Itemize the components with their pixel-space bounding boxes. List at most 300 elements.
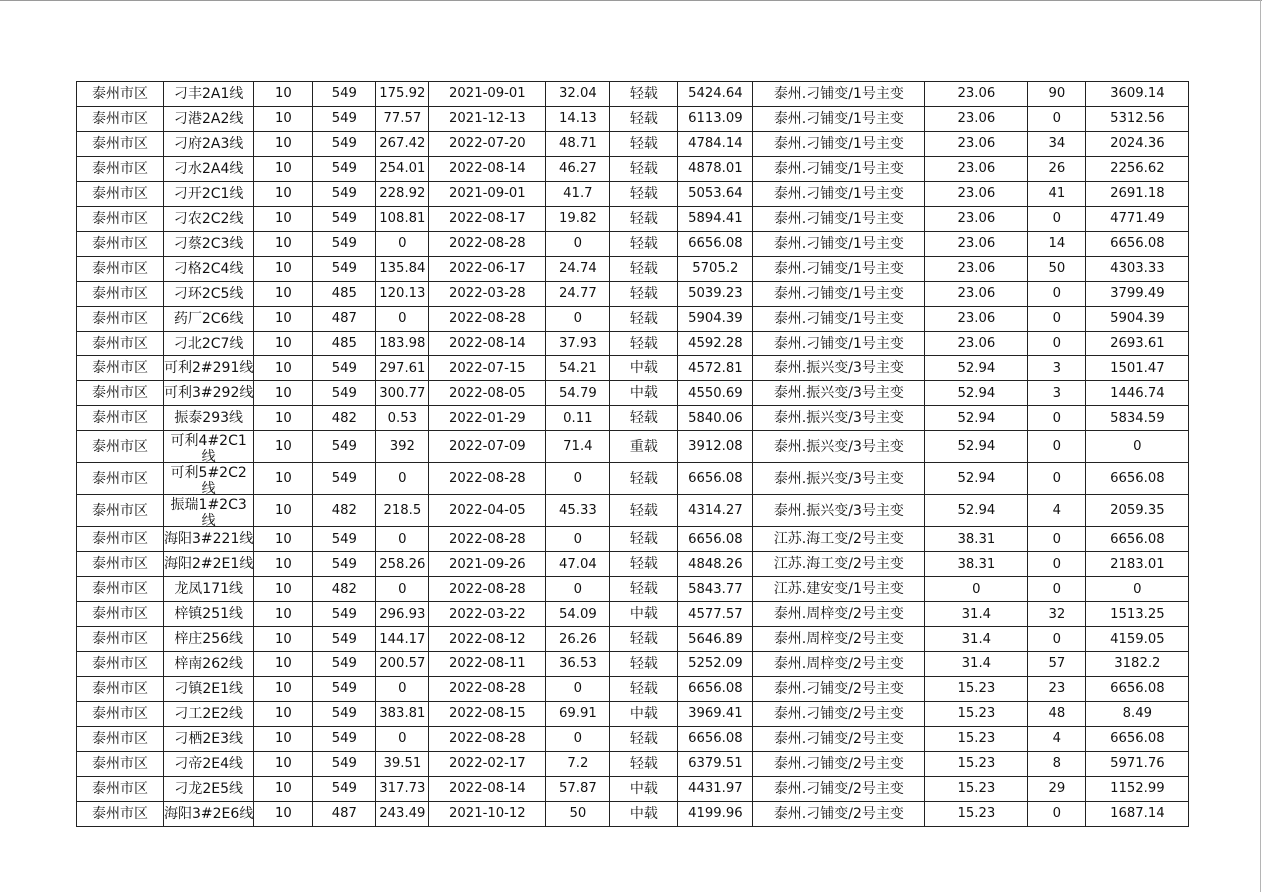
count-cell: 0	[1028, 431, 1086, 463]
count-cell: 8	[1028, 751, 1086, 776]
available-cell: 6656.08	[678, 527, 753, 552]
district-cell: 泰州市区	[77, 652, 164, 677]
date-cell: 2022-06-17	[429, 256, 546, 281]
capacity-cell: 549	[313, 206, 376, 231]
available-cell: 5646.89	[678, 627, 753, 652]
capacity-cell: 549	[313, 356, 376, 381]
transformer-rate-cell: 38.31	[925, 552, 1028, 577]
date-cell: 2022-08-14	[429, 156, 546, 181]
date-cell: 2022-08-17	[429, 206, 546, 231]
date-cell: 2022-07-20	[429, 131, 546, 156]
count-cell: 48	[1028, 702, 1086, 727]
load-level-cell: 轻载	[610, 306, 678, 331]
max-load-cell: 0	[376, 306, 429, 331]
capacity-cell: 549	[313, 431, 376, 463]
remaining-cell: 2693.61	[1086, 331, 1189, 356]
count-cell: 50	[1028, 256, 1086, 281]
available-cell: 4572.81	[678, 356, 753, 381]
voltage-cell: 10	[254, 306, 313, 331]
transformer-rate-cell: 52.94	[925, 431, 1028, 463]
table-row	[77, 256, 1189, 281]
load-level-cell: 轻载	[610, 627, 678, 652]
load-level-cell: 轻载	[610, 181, 678, 206]
available-cell: 4592.28	[678, 331, 753, 356]
count-cell: 0	[1028, 331, 1086, 356]
transformer-rate-cell: 52.94	[925, 463, 1028, 495]
max-load-cell: 254.01	[376, 156, 429, 181]
load-level-cell: 轻载	[610, 281, 678, 306]
transformer-rate-cell: 52.94	[925, 381, 1028, 406]
max-load-cell: 228.92	[376, 181, 429, 206]
max-load-cell: 258.26	[376, 552, 429, 577]
substation-cell: 泰州.刁铺变/2号主变	[753, 702, 925, 727]
substation-cell: 泰州.刁铺变/2号主变	[753, 801, 925, 826]
max-load-cell: 300.77	[376, 381, 429, 406]
voltage-cell: 10	[254, 406, 313, 431]
date-cell: 2021-09-01	[429, 181, 546, 206]
max-load-cell: 200.57	[376, 652, 429, 677]
substation-cell: 泰州.刁铺变/2号主变	[753, 677, 925, 702]
max-load-cell: 0	[376, 463, 429, 495]
substation-cell: 泰州.刁铺变/1号主变	[753, 206, 925, 231]
load-rate-cell: 7.2	[546, 751, 610, 776]
table-row	[77, 751, 1189, 776]
feeder-name-cell: 刁栖2E3线	[164, 726, 254, 751]
voltage-cell: 10	[254, 801, 313, 826]
load-level-cell: 轻载	[610, 495, 678, 527]
max-load-cell: 77.57	[376, 106, 429, 131]
district-cell: 泰州市区	[77, 463, 164, 495]
date-cell: 2022-07-15	[429, 356, 546, 381]
load-level-cell: 重载	[610, 431, 678, 463]
feeder-name-cell: 海阳3#221线	[164, 527, 254, 552]
load-level-cell: 轻载	[610, 82, 678, 107]
table-row	[77, 776, 1189, 801]
table-row	[77, 602, 1189, 627]
feeder-name-cell: 药厂2C6线	[164, 306, 254, 331]
load-rate-cell: 0.11	[546, 406, 610, 431]
district-cell: 泰州市区	[77, 702, 164, 727]
load-rate-cell: 36.53	[546, 652, 610, 677]
feeder-name-cell: 刁帝2E4线	[164, 751, 254, 776]
table-body	[77, 82, 1189, 827]
load-rate-cell: 54.09	[546, 602, 610, 627]
date-cell: 2022-08-28	[429, 577, 546, 602]
available-cell: 6113.09	[678, 106, 753, 131]
feeder-name-cell: 梓南262线	[164, 652, 254, 677]
feeder-name-cell	[164, 463, 254, 498]
available-cell: 4848.26	[678, 552, 753, 577]
load-rate-cell: 45.33	[546, 495, 610, 527]
max-load-cell: 144.17	[376, 627, 429, 652]
district-cell: 泰州市区	[77, 381, 164, 406]
substation-cell: 江苏.海工变/2号主变	[753, 527, 925, 552]
voltage-cell: 10	[254, 463, 313, 495]
available-cell: 5053.64	[678, 181, 753, 206]
table-row	[77, 281, 1189, 306]
date-cell: 2021-10-12	[429, 801, 546, 826]
count-cell: 4	[1028, 495, 1086, 527]
count-cell: 14	[1028, 231, 1086, 256]
capacity-cell: 482	[313, 577, 376, 602]
table-row	[77, 726, 1189, 751]
load-level-cell: 中载	[610, 602, 678, 627]
district-cell: 泰州市区	[77, 776, 164, 801]
substation-cell: 泰州.刁铺变/2号主变	[753, 776, 925, 801]
voltage-cell: 10	[254, 106, 313, 131]
count-cell: 0	[1028, 801, 1086, 826]
feeder-name-cell	[164, 495, 254, 530]
substation-cell: 泰州.振兴变/3号主变	[753, 406, 925, 431]
capacity-cell: 549	[313, 106, 376, 131]
table-row	[77, 431, 1189, 463]
table-row	[77, 106, 1189, 131]
feeder-name-cell: 龙凤171线	[164, 577, 254, 602]
feeder-name-cell	[164, 431, 254, 466]
count-cell: 0	[1028, 463, 1086, 495]
substation-cell: 泰州.振兴变/3号主变	[753, 495, 925, 527]
voltage-cell: 10	[254, 156, 313, 181]
feeder-name-cell: 刁镇2E1线	[164, 677, 254, 702]
district-cell: 泰州市区	[77, 256, 164, 281]
load-level-cell: 中载	[610, 381, 678, 406]
count-cell: 3	[1028, 356, 1086, 381]
capacity-cell: 549	[313, 256, 376, 281]
table-row	[77, 702, 1189, 727]
table-row	[77, 577, 1189, 602]
remaining-cell: 2059.35	[1086, 495, 1189, 527]
count-cell: 29	[1028, 776, 1086, 801]
count-cell: 0	[1028, 281, 1086, 306]
date-cell: 2022-08-14	[429, 776, 546, 801]
transformer-rate-cell: 0	[925, 577, 1028, 602]
load-rate-cell: 0	[546, 677, 610, 702]
page-top-border	[0, 0, 1262, 1]
district-cell: 泰州市区	[77, 331, 164, 356]
available-cell: 4878.01	[678, 156, 753, 181]
capacity-cell: 487	[313, 306, 376, 331]
date-cell: 2022-08-15	[429, 702, 546, 727]
transformer-rate-cell: 23.06	[925, 256, 1028, 281]
transformer-rate-cell: 23.06	[925, 82, 1028, 107]
load-level-cell: 轻载	[610, 106, 678, 131]
capacity-cell: 549	[313, 181, 376, 206]
capacity-cell: 549	[313, 552, 376, 577]
capacity-cell: 549	[313, 677, 376, 702]
district-cell: 泰州市区	[77, 206, 164, 231]
load-rate-cell: 46.27	[546, 156, 610, 181]
count-cell: 41	[1028, 181, 1086, 206]
max-load-cell: 296.93	[376, 602, 429, 627]
available-cell: 5904.39	[678, 306, 753, 331]
capacity-cell: 549	[313, 381, 376, 406]
voltage-cell: 10	[254, 527, 313, 552]
load-level-cell: 中载	[610, 776, 678, 801]
capacity-cell: 549	[313, 776, 376, 801]
load-level-cell: 轻载	[610, 231, 678, 256]
load-rate-cell: 41.7	[546, 181, 610, 206]
substation-cell: 泰州.刁铺变/1号主变	[753, 181, 925, 206]
date-cell: 2022-01-29	[429, 406, 546, 431]
load-rate-cell: 54.79	[546, 381, 610, 406]
date-cell: 2021-09-26	[429, 552, 546, 577]
voltage-cell: 10	[254, 602, 313, 627]
substation-cell: 泰州.刁铺变/1号主变	[753, 131, 925, 156]
load-level-cell: 轻载	[610, 726, 678, 751]
max-load-cell: 392	[376, 431, 429, 463]
voltage-cell: 10	[254, 552, 313, 577]
remaining-cell: 8.49	[1086, 702, 1189, 727]
load-level-cell: 中载	[610, 356, 678, 381]
feeder-name-text: 可利4#2C1线	[170, 433, 247, 466]
voltage-cell: 10	[254, 495, 313, 527]
feeder-name-cell: 刁府2A3线	[164, 131, 254, 156]
count-cell: 0	[1028, 527, 1086, 552]
max-load-cell: 218.5	[376, 495, 429, 527]
capacity-cell: 482	[313, 406, 376, 431]
district-cell: 泰州市区	[77, 726, 164, 751]
substation-cell: 泰州.振兴变/3号主变	[753, 356, 925, 381]
remaining-cell: 6656.08	[1086, 726, 1189, 751]
load-level-cell: 中载	[610, 801, 678, 826]
count-cell: 0	[1028, 577, 1086, 602]
count-cell: 0	[1028, 106, 1086, 131]
feeder-name-cell: 刁北2C7线	[164, 331, 254, 356]
district-cell: 泰州市区	[77, 131, 164, 156]
substation-cell: 泰州.刁铺变/1号主变	[753, 306, 925, 331]
load-rate-cell: 69.91	[546, 702, 610, 727]
table-row	[77, 463, 1189, 495]
feeder-name-text: 振瑞1#2C3线	[170, 497, 247, 530]
voltage-cell: 10	[254, 82, 313, 107]
district-cell: 泰州市区	[77, 495, 164, 527]
transformer-rate-cell: 15.23	[925, 801, 1028, 826]
table-row	[77, 527, 1189, 552]
load-rate-cell: 14.13	[546, 106, 610, 131]
count-cell: 0	[1028, 552, 1086, 577]
available-cell: 4577.57	[678, 602, 753, 627]
count-cell: 57	[1028, 652, 1086, 677]
table-row	[77, 652, 1189, 677]
feeder-name-cell: 海阳2#2E1线	[164, 552, 254, 577]
max-load-cell: 108.81	[376, 206, 429, 231]
table-row	[77, 677, 1189, 702]
remaining-cell: 2691.18	[1086, 181, 1189, 206]
available-cell: 4550.69	[678, 381, 753, 406]
substation-cell: 泰州.刁铺变/1号主变	[753, 331, 925, 356]
substation-cell: 泰州.刁铺变/1号主变	[753, 106, 925, 131]
remaining-cell: 2256.62	[1086, 156, 1189, 181]
available-cell: 3912.08	[678, 431, 753, 463]
date-cell: 2022-07-09	[429, 431, 546, 463]
available-cell: 6656.08	[678, 463, 753, 495]
voltage-cell: 10	[254, 356, 313, 381]
voltage-cell: 10	[254, 206, 313, 231]
load-rate-cell: 48.71	[546, 131, 610, 156]
feeder-name-cell: 振泰293线	[164, 406, 254, 431]
load-rate-cell: 0	[546, 527, 610, 552]
load-level-cell: 轻载	[610, 406, 678, 431]
capacity-cell: 549	[313, 131, 376, 156]
count-cell: 0	[1028, 306, 1086, 331]
table-row	[77, 495, 1189, 527]
remaining-cell: 4303.33	[1086, 256, 1189, 281]
capacity-cell: 485	[313, 331, 376, 356]
capacity-cell: 549	[313, 627, 376, 652]
feeder-name-cell: 刁丰2A1线	[164, 82, 254, 107]
district-cell: 泰州市区	[77, 627, 164, 652]
table-row	[77, 231, 1189, 256]
load-level-cell: 中载	[610, 702, 678, 727]
date-cell: 2021-12-13	[429, 106, 546, 131]
transformer-rate-cell: 31.4	[925, 652, 1028, 677]
district-cell: 泰州市区	[77, 801, 164, 826]
district-cell: 泰州市区	[77, 577, 164, 602]
transformer-rate-cell: 23.06	[925, 281, 1028, 306]
max-load-cell: 0	[376, 577, 429, 602]
district-cell: 泰州市区	[77, 677, 164, 702]
voltage-cell: 10	[254, 776, 313, 801]
capacity-cell: 549	[313, 527, 376, 552]
substation-cell: 泰州.刁铺变/1号主变	[753, 281, 925, 306]
remaining-cell: 1152.99	[1086, 776, 1189, 801]
table-row	[77, 356, 1189, 381]
district-cell: 泰州市区	[77, 181, 164, 206]
load-rate-cell: 19.82	[546, 206, 610, 231]
remaining-cell: 4159.05	[1086, 627, 1189, 652]
load-rate-cell: 0	[546, 726, 610, 751]
voltage-cell: 10	[254, 381, 313, 406]
transformer-rate-cell: 15.23	[925, 726, 1028, 751]
available-cell: 5894.41	[678, 206, 753, 231]
capacity-cell: 549	[313, 726, 376, 751]
available-cell: 6656.08	[678, 231, 753, 256]
load-rate-cell: 47.04	[546, 552, 610, 577]
remaining-cell: 2183.01	[1086, 552, 1189, 577]
date-cell: 2022-08-12	[429, 627, 546, 652]
voltage-cell: 10	[254, 331, 313, 356]
table-row	[77, 82, 1189, 107]
count-cell: 26	[1028, 156, 1086, 181]
transformer-rate-cell: 52.94	[925, 495, 1028, 527]
available-cell: 5705.2	[678, 256, 753, 281]
available-cell: 3969.41	[678, 702, 753, 727]
load-rate-cell: 32.04	[546, 82, 610, 107]
load-level-cell: 轻载	[610, 131, 678, 156]
max-load-cell: 0	[376, 677, 429, 702]
transformer-rate-cell: 23.06	[925, 331, 1028, 356]
max-load-cell: 297.61	[376, 356, 429, 381]
capacity-cell: 549	[313, 702, 376, 727]
substation-cell: 泰州.刁铺变/2号主变	[753, 751, 925, 776]
remaining-cell: 6656.08	[1086, 527, 1189, 552]
remaining-cell: 3609.14	[1086, 82, 1189, 107]
feeder-name-cell: 刁环2C5线	[164, 281, 254, 306]
feeder-load-table	[76, 81, 1189, 827]
transformer-rate-cell: 23.06	[925, 306, 1028, 331]
date-cell: 2022-08-28	[429, 231, 546, 256]
remaining-cell: 1513.25	[1086, 602, 1189, 627]
load-level-cell: 轻载	[610, 552, 678, 577]
capacity-cell: 549	[313, 652, 376, 677]
date-cell: 2022-08-28	[429, 726, 546, 751]
voltage-cell: 10	[254, 431, 313, 463]
substation-cell: 泰州.刁铺变/2号主变	[753, 726, 925, 751]
available-cell: 5252.09	[678, 652, 753, 677]
feeder-name-cell: 刁蔡2C3线	[164, 231, 254, 256]
voltage-cell: 10	[254, 726, 313, 751]
count-cell: 34	[1028, 131, 1086, 156]
transformer-rate-cell: 31.4	[925, 602, 1028, 627]
max-load-cell: 0.53	[376, 406, 429, 431]
available-cell: 5840.06	[678, 406, 753, 431]
max-load-cell: 183.98	[376, 331, 429, 356]
remaining-cell: 5971.76	[1086, 751, 1189, 776]
capacity-cell: 485	[313, 281, 376, 306]
feeder-name-cell: 刁工2E2线	[164, 702, 254, 727]
date-cell: 2022-08-14	[429, 331, 546, 356]
max-load-cell: 175.92	[376, 82, 429, 107]
transformer-rate-cell: 38.31	[925, 527, 1028, 552]
transformer-rate-cell: 23.06	[925, 181, 1028, 206]
remaining-cell: 5312.56	[1086, 106, 1189, 131]
district-cell: 泰州市区	[77, 552, 164, 577]
date-cell: 2022-08-05	[429, 381, 546, 406]
feeder-name-cell: 刁龙2E5线	[164, 776, 254, 801]
voltage-cell: 10	[254, 627, 313, 652]
remaining-cell: 1446.74	[1086, 381, 1189, 406]
district-cell: 泰州市区	[77, 106, 164, 131]
feeder-name-cell: 刁农2C2线	[164, 206, 254, 231]
feeder-name-cell: 刁港2A2线	[164, 106, 254, 131]
load-level-cell: 轻载	[610, 463, 678, 495]
remaining-cell: 3799.49	[1086, 281, 1189, 306]
max-load-cell: 0	[376, 527, 429, 552]
transformer-rate-cell: 23.06	[925, 206, 1028, 231]
available-cell: 4199.96	[678, 801, 753, 826]
date-cell: 2022-08-28	[429, 463, 546, 495]
district-cell: 泰州市区	[77, 431, 164, 463]
table-row	[77, 131, 1189, 156]
load-level-cell: 轻载	[610, 331, 678, 356]
available-cell: 6379.51	[678, 751, 753, 776]
date-cell: 2022-03-28	[429, 281, 546, 306]
feeder-name-cell: 可利2#291线	[164, 356, 254, 381]
district-cell: 泰州市区	[77, 406, 164, 431]
load-rate-cell: 0	[546, 306, 610, 331]
substation-cell: 泰州.刁铺变/1号主变	[753, 231, 925, 256]
max-load-cell: 120.13	[376, 281, 429, 306]
count-cell: 32	[1028, 602, 1086, 627]
load-level-cell: 轻载	[610, 652, 678, 677]
feeder-name-cell: 梓庄256线	[164, 627, 254, 652]
substation-cell: 泰州.振兴变/3号主变	[753, 381, 925, 406]
district-cell: 泰州市区	[77, 527, 164, 552]
load-level-cell: 轻载	[610, 206, 678, 231]
table-row	[77, 181, 1189, 206]
capacity-cell: 549	[313, 463, 376, 495]
date-cell: 2022-08-28	[429, 527, 546, 552]
district-cell: 泰州市区	[77, 156, 164, 181]
count-cell: 90	[1028, 82, 1086, 107]
available-cell: 4431.97	[678, 776, 753, 801]
load-level-cell: 轻载	[610, 577, 678, 602]
load-rate-cell: 0	[546, 577, 610, 602]
feeder-name-cell: 刁格2C4线	[164, 256, 254, 281]
available-cell: 4314.27	[678, 495, 753, 527]
district-cell: 泰州市区	[77, 82, 164, 107]
voltage-cell: 10	[254, 181, 313, 206]
